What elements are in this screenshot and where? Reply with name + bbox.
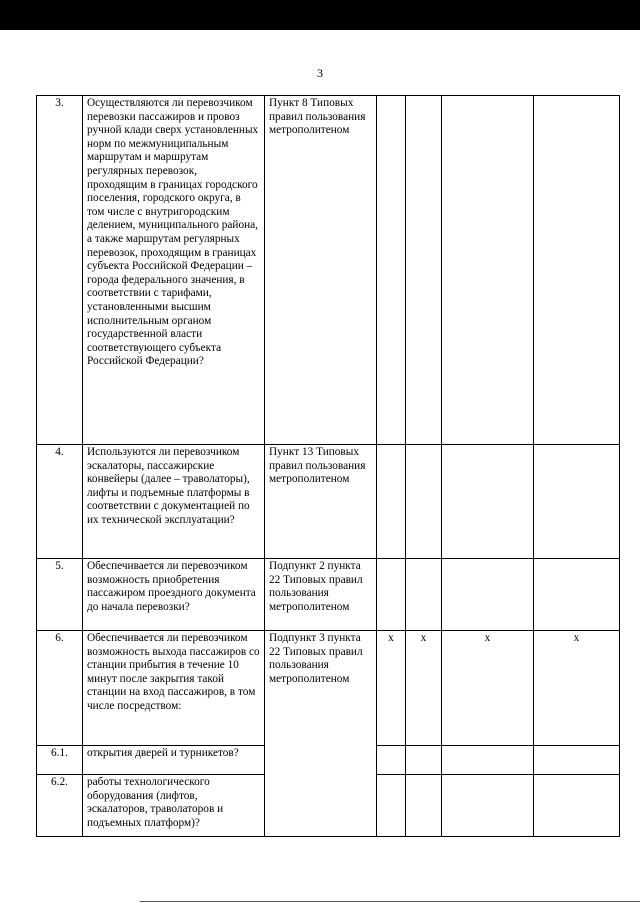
table-row xyxy=(37,96,620,445)
legal-reference: Подпункт 3 пункта 22 Типовых правил пользования метрополитеном xyxy=(265,631,377,837)
legal-reference: Подпункт 2 пункта 22 Типовых правил пользования метрополитеном xyxy=(265,559,377,631)
item-number: 4. xyxy=(37,445,83,559)
answer-not-applicable-cell xyxy=(442,445,534,559)
item-number: 3. xyxy=(37,96,83,445)
answer-yes-cell: x xyxy=(377,631,406,746)
answer-not-applicable-cell: x xyxy=(442,631,534,746)
table-row xyxy=(37,445,620,559)
question-text: работы технологического оборудования (лифтов, эскалаторов, траволаторов и подъемных платформ)? xyxy=(83,775,265,837)
answer-no-cell: x xyxy=(406,631,442,746)
answer-yes-cell xyxy=(377,445,406,559)
question-text: Используются ли перевозчиком эскалаторы, пассажирские конвейеры (далее – траволаторы), лифты и подъемные платформы в соответствии с документацией по их технической эксплуатации? xyxy=(83,445,265,559)
note-cell xyxy=(534,559,620,631)
legal-reference: Пункт 13 Типовых правил пользования метрополитеном xyxy=(265,445,377,559)
answer-yes-cell xyxy=(377,96,406,445)
legal-reference: Пункт 8 Типовых правил пользования метрополитеном xyxy=(265,96,377,445)
item-number: 6. xyxy=(37,631,83,746)
item-number: 6.2. xyxy=(37,775,83,837)
answer-not-applicable-cell xyxy=(442,746,534,775)
question-text: открытия дверей и турникетов? xyxy=(83,746,265,775)
item-number: 6.1. xyxy=(37,746,83,775)
note-cell xyxy=(534,775,620,837)
question-text: Обеспечивается ли перевозчиком возможность выхода пассажиров со станции прибытия в течение 10 минут после закрытия такой станции на вход пассажиров, в том числе посредством: xyxy=(83,631,265,746)
answer-not-applicable-cell xyxy=(442,775,534,837)
answer-not-applicable-cell xyxy=(442,559,534,631)
scan-top-border xyxy=(0,0,640,30)
note-cell xyxy=(534,96,620,445)
note-cell: x xyxy=(534,631,620,746)
table-row xyxy=(37,631,620,746)
answer-no-cell xyxy=(406,746,442,775)
answer-no-cell xyxy=(406,775,442,837)
answer-yes-cell xyxy=(377,559,406,631)
answer-no-cell xyxy=(406,559,442,631)
answer-yes-cell xyxy=(377,775,406,837)
item-number: 5. xyxy=(37,559,83,631)
note-cell xyxy=(534,445,620,559)
answer-not-applicable-cell xyxy=(442,96,534,445)
answer-yes-cell xyxy=(377,746,406,775)
question-text: Осуществляются ли перевозчиком перевозки пассажиров и провоз ручной клади сверх установленных норм по межмуниципальным маршрутам и маршрутам регулярных перевозок, проходящим в границах городского поселения, городского округа, в том числе с внутригородским делением, муниципального района, а также маршрутам регулярных перевозок, проходящим в границах субъекта Российской Федерации – города федерального значения, в соответствии с тарифами, установленными высшим исполнительным органом государственной власти соответствующего субъекта Российской Федерации? xyxy=(83,96,265,445)
scan-bottom-edge xyxy=(140,901,640,902)
question-text: Обеспечивается ли перевозчиком возможность приобретения пассажиром проездного документа до начала перевозки? xyxy=(83,559,265,631)
table-row xyxy=(37,559,620,631)
note-cell xyxy=(534,746,620,775)
answer-no-cell xyxy=(406,445,442,559)
answer-no-cell xyxy=(406,96,442,445)
page-number: 3 xyxy=(317,66,323,80)
checklist-table xyxy=(36,95,620,837)
